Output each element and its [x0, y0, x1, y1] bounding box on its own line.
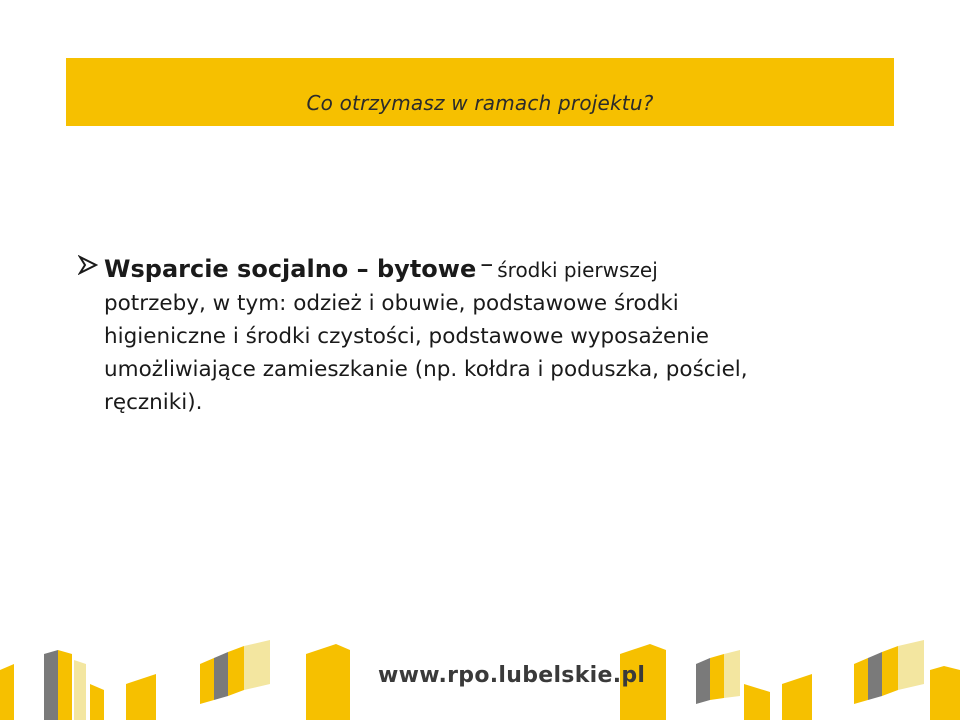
bullet-first-line-rest: środki pierwszej [497, 258, 658, 282]
slide-title: Co otrzymasz w ramach projektu? [306, 91, 654, 115]
arrow-bullet-icon [78, 248, 104, 280]
bullet-lead: Wsparcie socjalno – bytowe [104, 255, 477, 283]
title-bar [66, 58, 894, 126]
bullet-line: higieniczne i środki czystości, podstawowe wyposażenie [104, 324, 710, 349]
footer-website-url: www.rpo.lubelskie.pl [378, 663, 646, 688]
bullet-line: umożliwiające zamieszkanie (np. kołdra i poduszka, pościel, [104, 357, 748, 382]
slide-content [78, 248, 898, 419]
bullet-text [104, 248, 898, 419]
bullet-item [78, 248, 898, 419]
bullet-dash: – [480, 249, 494, 279]
bullet-line: ręczniki). [104, 390, 203, 415]
footer [0, 640, 960, 720]
bullet-line: potrzeby, w tym: odzież i obuwie, podstawowe środki [104, 291, 679, 316]
